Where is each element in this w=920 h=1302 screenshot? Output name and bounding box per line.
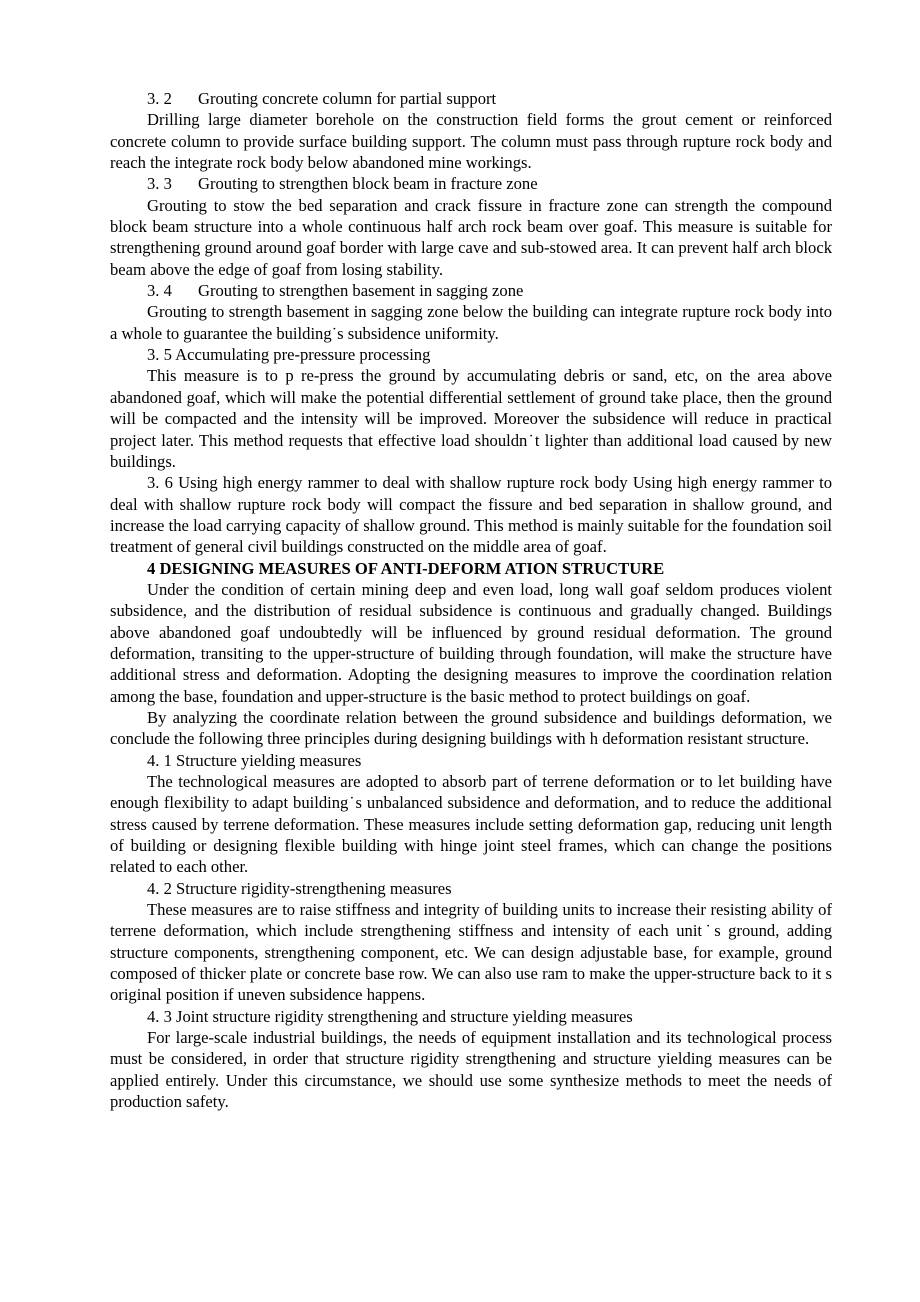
section-heading-4: 4 DESIGNING MEASURES OF ANTI-DEFORM ATION STRUCTURE — [147, 558, 665, 578]
subsection-heading-4-1: 4. 1 Structure yielding measures — [147, 750, 362, 770]
paragraph: Grouting to strength basement in sagging zone below the building can integrate rupture rock body into a whole to guarantee the building˙s subsidence uniformity. — [110, 302, 832, 343]
subsection-title: Grouting to strengthen block beam in fracture zone — [198, 174, 538, 194]
subsection-title: Grouting to strengthen basement in sagging zone — [198, 281, 524, 301]
paragraph: The technological measures are adopted to absorb part of terrene deformation or to let building have enough flexibility to adapt building˙s unbalanced subsidence and deformation, and to reduce the additional stress caused by terrene deformation. These measures include setting deformation gap, reducing unit length of building or designing flexible building with hinge joint steel frames, which can change the positions related to each other. — [110, 772, 832, 877]
paragraph: For large-scale industrial buildings, the needs of equipment installation and its technological process must be considered, in order that structure rigidity strengthening and structure yielding measures can be applied entirely. Under this circumstance, we should use some synthesize methods to meet the needs of production safety. — [110, 1028, 832, 1112]
subsection-heading-3-4 — [110, 280, 832, 301]
paragraph: Drilling large diameter borehole on the construction field forms the grout cement or reinforced concrete column to provide surface building support. The column must pass through rupture rock body and reach the integrate rock body below abandoned mine workings. — [110, 110, 832, 173]
subsection-heading-4-3: 4. 3 Joint structure rigidity strengthening and structure yielding measures — [147, 1006, 633, 1026]
paragraph: This measure is to p re-press the ground by accumulating debris or sand, etc, on the area above abandoned goaf, which will make the potential differential settlement of ground take place, then the ground will be compacted and the intensity will be improved. Moreover the subsidence will reduce in practical project later. This method requests that effective load shouldn˙t lighter than additional load caused by new buildings. — [110, 366, 832, 471]
subsection-number: 3. 2 — [147, 89, 172, 108]
document-body — [110, 88, 832, 1113]
paragraph: These measures are to raise stiffness and integrity of building units to increase their resisting ability of terrene deformation, which include strengthening stiffness and intensity of each unit˙s ground, adding structure components, strengthening component, etc. We can design adjustable base, for example, ground composed of thicker plate or concrete base row. We can also use ram to make the upper-structure back to it s original position if uneven subsidence happens. — [110, 900, 832, 1005]
subsection-heading-3-5: 3. 5 Accumulating pre-pressure processing — [147, 345, 431, 365]
paragraph: Grouting to stow the bed separation and crack fissure in fracture zone can strength the compound block beam structure into a whole continuous half arch rock beam over goaf. This measure is suitable for strengthening ground around goaf border with large cave and sub-stowed area. It can prevent half arch block beam above the edge of goaf from losing stability. — [110, 195, 832, 279]
subsection-number: 3. 4 — [147, 281, 172, 301]
subsection-title: Grouting concrete column for partial support — [198, 89, 497, 108]
subsection-heading-3-3 — [110, 173, 832, 194]
subsection-heading-4-2: 4. 2 Structure rigidity-strengthening measures — [147, 878, 452, 898]
paragraph-3-6: 3. 6 Using high energy rammer to deal with shallow rupture rock body Using high energy rammer to deal with shallow rupture rock body will compact the fissure and bed separation in shallow ground, and increase the load carrying capacity of shallow ground. This method is mainly suitable for the foundation soil treatment of general civil buildings constructed on the middle area of goaf. — [110, 473, 832, 557]
paragraph: By analyzing the coordinate relation between the ground subsidence and buildings deformation, we conclude the following three principles during designing buildings with h deformation resistant structure. — [110, 707, 832, 749]
subsection-number: 3. 3 — [147, 174, 172, 194]
subsection-heading-3-2 — [110, 88, 832, 109]
paragraph: Under the condition of certain mining deep and even load, long wall goaf seldom produces violent subsidence, and the distribution of residual subsidence is continuous and gradually changed. Buildings above abandoned goaf undoubtedly will be influenced by ground residual deformation. The ground deformation, transiting to the upper-structure of building through foundation, will make the structure have additional stress and deformation. Adopting the designing measures to improve the coordination relation among the base, foundation and upper-structure is the basic method to protect buildings on goaf. — [110, 579, 832, 706]
